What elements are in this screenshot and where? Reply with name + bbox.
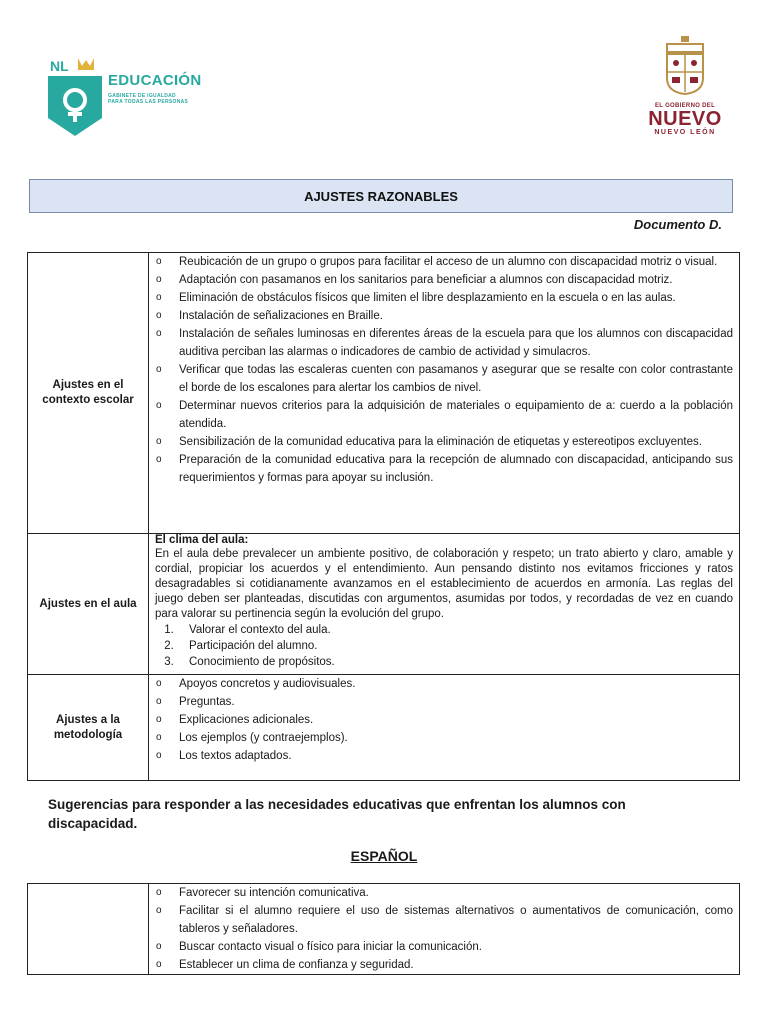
- table-row: [28, 253, 740, 534]
- table-row: [28, 534, 740, 675]
- contexto-list: [155, 253, 733, 487]
- document-label: Documento D.: [633, 217, 722, 232]
- contexto-label: Ajustes en el contexto escolar: [28, 253, 149, 534]
- list-item: o Favorecer su intención comunicativa.: [155, 884, 733, 902]
- list-item: o Los ejemplos (y contraejemplos).: [155, 729, 733, 747]
- educacion-logo: [48, 56, 208, 136]
- espanol-label-cell: [28, 884, 149, 975]
- logo-subtitle-1: GABINETE DE IGUALDAD: [108, 93, 176, 99]
- list-item: o Establecer un clima de confianza y seguridad.: [155, 956, 733, 974]
- list-item: 2. Participación del alumno.: [177, 638, 733, 654]
- list-item: 3. Conocimiento de propósitos.: [177, 654, 733, 670]
- list-item: 1. Valorar el contexto del aula.: [177, 622, 733, 638]
- list-item: o Preparación de la comunidad educativa para la recepción de alumnado con discapacidad, anticipando sus requerimientos y formas para apoyar su inclusión.: [155, 451, 733, 487]
- page-title: AJUSTES RAZONABLES: [29, 179, 733, 213]
- list-item: o Verificar que todas las escaleras cuenten con pasamanos y asegurar que se resalte con color contrastante el borde de los escalones para alertar los cambios de nivel.: [155, 361, 733, 397]
- list-item: o Explicaciones adicionales.: [155, 711, 733, 729]
- espanol-title: ESPAÑOL: [350, 848, 418, 864]
- list-item: o Facilitar si el alumno requiere el uso de sistemas alternativos o aumentativos de comunicación, como tableros y señaladores.: [155, 902, 733, 938]
- list-item: o Preguntas.: [155, 693, 733, 711]
- logo-title: EDUCACIÓN: [108, 72, 202, 89]
- table-row: [28, 675, 740, 781]
- table-row: [28, 884, 740, 975]
- list-item: o Apoyos concretos y audiovisuales.: [155, 675, 733, 693]
- clima-paragraph: En el aula debe prevalecer un ambiente positivo, de colaboración y respeto; un trato abierto y claro, amable y cordial, propiciar los acuerdos y el entendimiento. Aun pensando distinto nos evitamos fricciones y ratos desagradables si cotidianamente avanzamos en el establecimiento de acuerdos en armonía. Las reglas del juego deben ser planteadas, discutidas con argumentos, asumidas por todos, y recordadas de vez en cuando para valorar su pertinencia según la evolución del grupo.: [155, 548, 733, 620]
- logo-subtitle-2: PARA TODAS LAS PERSONAS: [108, 99, 189, 105]
- list-item: o Instalación de señales luminosas en diferentes áreas de la escuela para que los alumnos con discapacidad auditiva perciban las alarmas o indicadores de cambio de actividad y simulacros.: [155, 325, 733, 361]
- aula-label: Ajustes en el aula: [28, 534, 149, 675]
- suggestions-heading: Sugerencias para responder a las necesidades educativas que enfrentan los alumnos con discapacidad.: [48, 797, 626, 831]
- espanol-list: [155, 884, 733, 974]
- gov-small-text: EL GOBIERNO DEL: [654, 103, 716, 109]
- gobierno-logo: [640, 34, 730, 144]
- ajustes-table: [27, 252, 740, 781]
- metodologia-list: [155, 675, 733, 765]
- coat-of-arms-icon: [659, 34, 711, 96]
- metodologia-label: Ajustes a la metodología: [28, 675, 149, 781]
- gov-big-text: NUEVO: [648, 108, 722, 130]
- list-item: o Instalación de señalizaciones en Braille.: [155, 307, 733, 325]
- nl-mark: NL: [50, 58, 69, 74]
- list-item: o Eliminación de obstáculos físicos que limiten el libre desplazamiento en la escuela o en las aulas.: [155, 289, 733, 307]
- list-item: o Adaptación con pasamanos en los sanitarios para beneficiar a alumnos con discapacidad motriz.: [155, 271, 733, 289]
- list-item: o Sensibilización de la comunidad educativa para la eliminación de etiquetas y estereotipos excluyentes.: [155, 433, 733, 451]
- list-item: o Los textos adaptados.: [155, 747, 733, 765]
- list-item: o Reubicación de un grupo o grupos para facilitar el acceso de un alumno con discapacidad motriz o visual.: [155, 253, 733, 271]
- list-item: o Determinar nuevos criterios para la adquisición de materiales o equipamiento de a: cuerdo a la población atendida.: [155, 397, 733, 433]
- aula-numbered-list: [155, 622, 733, 670]
- gov-state-text: NUEVO LEÓN: [654, 129, 716, 136]
- list-item: o Buscar contacto visual o físico para iniciar la comunicación.: [155, 938, 733, 956]
- clima-heading: El clima del aula:: [155, 534, 249, 546]
- espanol-table: [27, 883, 740, 975]
